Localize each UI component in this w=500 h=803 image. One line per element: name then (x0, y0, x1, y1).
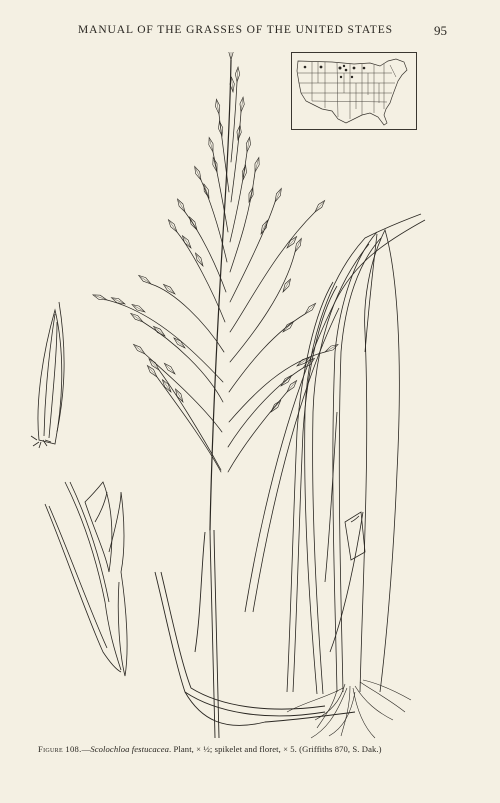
figure-caption (38, 744, 478, 754)
panicle (107, 60, 325, 530)
caption-description: . Plant, × ½; spikelet and floret, × 5. (Griffiths 870, S. Dak.) (169, 744, 382, 754)
figure-label: Figure 108. (38, 744, 82, 754)
running-head (0, 24, 500, 44)
running-title: MANUAL OF THE GRASSES OF THE UNITED STATES (78, 24, 393, 36)
illustration-plate (25, 52, 455, 742)
roots (287, 680, 411, 738)
page-number: 95 (434, 23, 447, 38)
floret-detail (31, 302, 64, 448)
caption-dash: — (81, 744, 91, 754)
species-name: Scolochloa festucacea (90, 744, 170, 754)
leaves (245, 214, 425, 694)
culms (155, 530, 355, 738)
spikelet-detail (45, 482, 127, 676)
